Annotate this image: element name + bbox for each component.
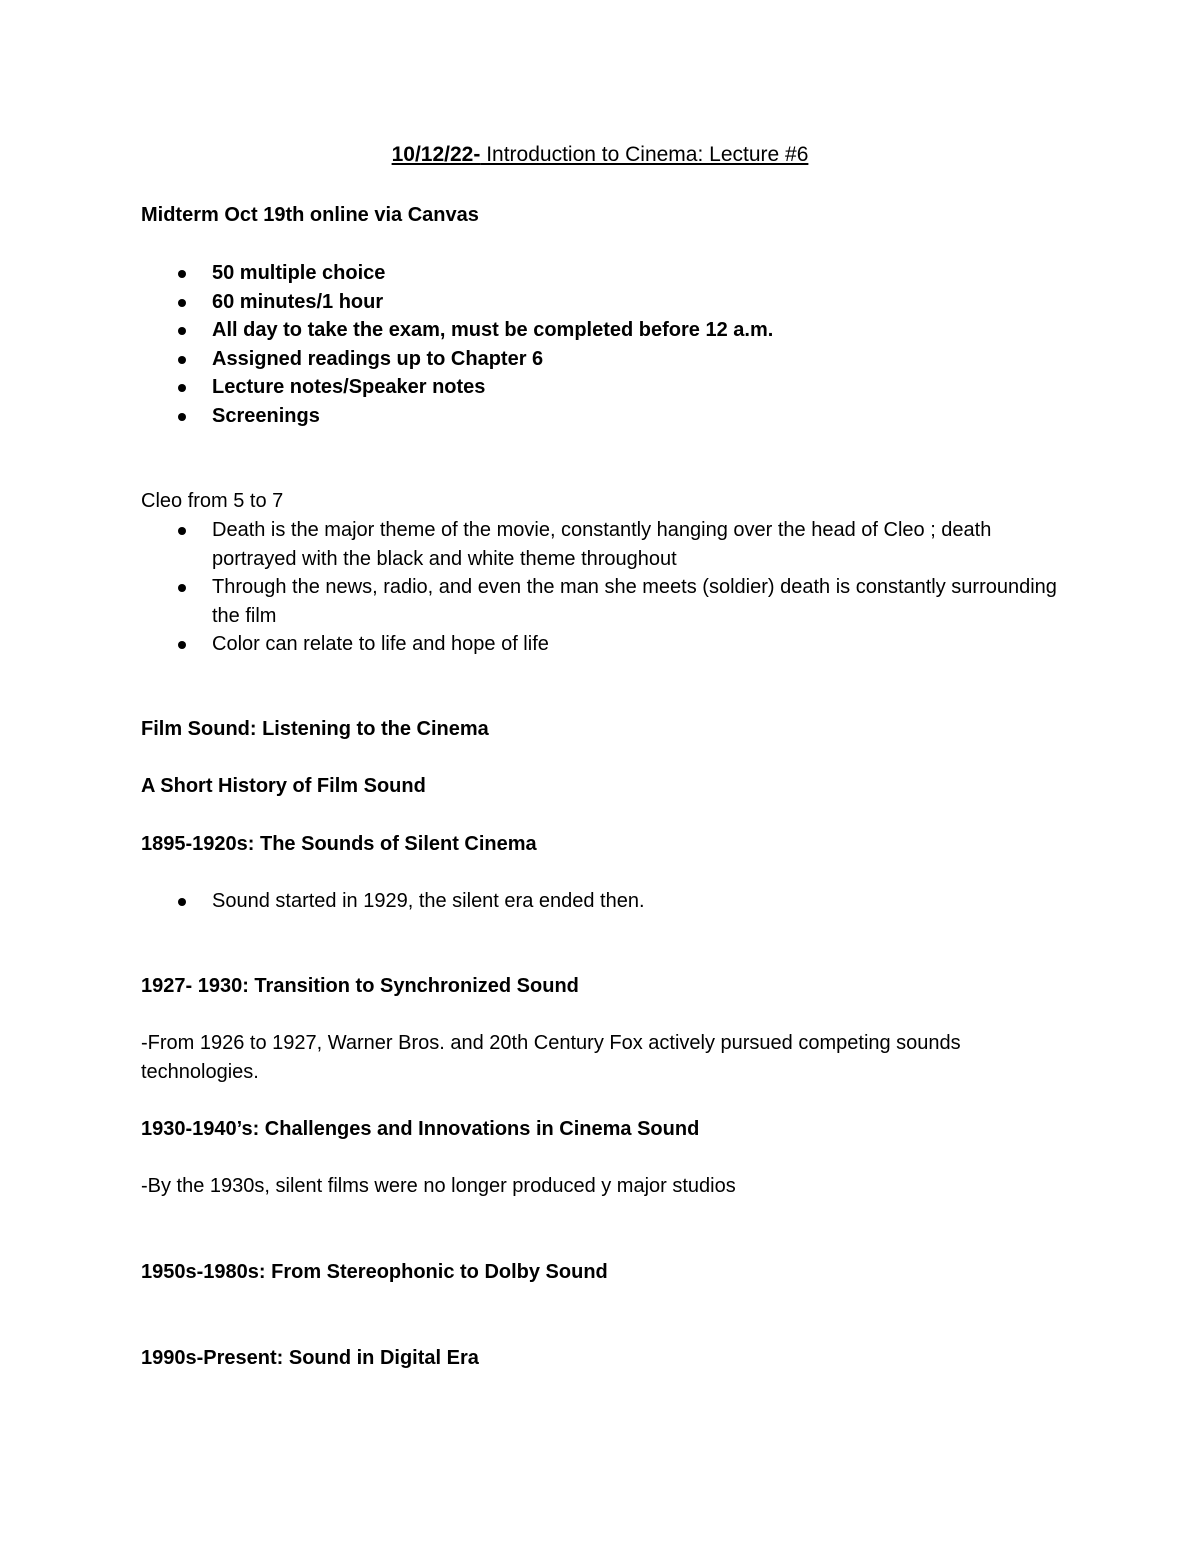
cleo-heading: Cleo from 5 to 7 (141, 490, 284, 512)
lecture-date: 10/12/22- (391, 143, 481, 166)
transition-heading: 1927- 1930: Transition to Synchronized Sound (141, 975, 579, 997)
midterm-heading: Midterm Oct 19th online via Canvas (141, 204, 479, 226)
lecture-title: Introduction to Cinema: Lecture #6 (480, 143, 809, 166)
digital-heading: 1990s-Present: Sound in Digital Era (141, 1347, 479, 1369)
stereo-heading: 1950s-1980s: From Stereophonic to Dolby Sound (141, 1261, 608, 1283)
silent-cinema-list (141, 887, 1061, 916)
challenges-heading: 1930-1940’s: Challenges and Innovations in Cinema Sound (141, 1118, 700, 1140)
list-item: Color can relate to life and hope of life (141, 630, 1061, 659)
list-item: Through the news, radio, and even the man she meets (soldier) death is constantly surrounding the film (141, 573, 1061, 630)
list-item: Screenings (141, 402, 1061, 431)
list-item: Sound started in 1929, the silent era ended then. (141, 887, 1061, 916)
film-sound-heading: Film Sound: Listening to the Cinema (141, 718, 489, 740)
page-title (0, 141, 1200, 169)
midterm-list (141, 259, 1061, 430)
list-item: 50 multiple choice (141, 259, 1061, 288)
list-item: All day to take the exam, must be completed before 12 a.m. (141, 316, 1061, 345)
list-item: Assigned readings up to Chapter 6 (141, 345, 1061, 374)
history-heading: A Short History of Film Sound (141, 775, 426, 797)
challenges-note: -By the 1930s, silent films were no longer produced y major studios (141, 1175, 736, 1197)
transition-note: -From 1926 to 1927, Warner Bros. and 20th Century Fox actively pursued competing sounds technologies. (141, 1032, 961, 1083)
list-item: Lecture notes/Speaker notes (141, 373, 1061, 402)
cleo-list (141, 516, 1061, 659)
list-item: Death is the major theme of the movie, constantly hanging over the head of Cleo ; death portrayed with the black and white theme throughout (141, 516, 1061, 573)
list-item: 60 minutes/1 hour (141, 288, 1061, 317)
silent-cinema-heading: 1895-1920s: The Sounds of Silent Cinema (141, 833, 537, 855)
